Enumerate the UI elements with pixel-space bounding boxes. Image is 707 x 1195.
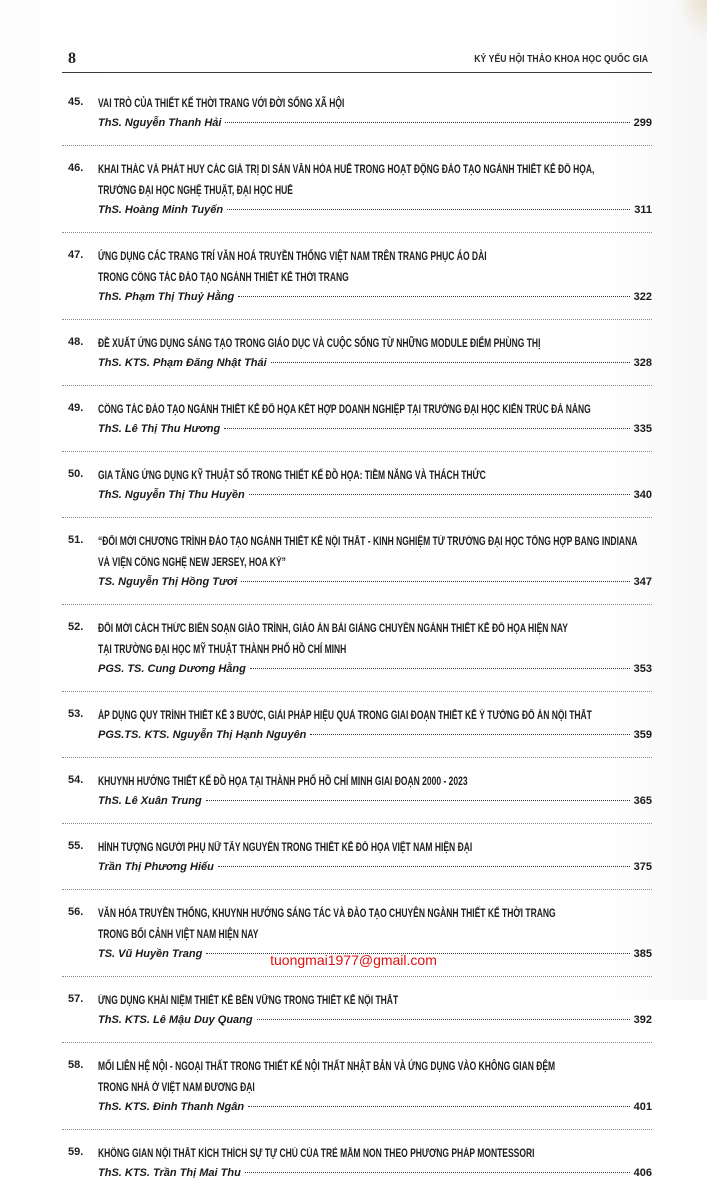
toc-entry-title: ĐỀ XUẤT ỨNG DỤNG SÁNG TẠO TRONG GIÁO DỤC VÀ CUỘC SỐNG TỪ NHỮNG MODULE ĐIỂM PHÙNG THỊ <box>98 338 541 350</box>
toc-entry-author: ThS. KTS. Lê Mậu Duy Quang <box>98 1014 253 1026</box>
toc-entry <box>62 452 652 518</box>
toc-entry-number: 50. <box>68 468 84 480</box>
toc-entry-author: PGS. TS. Cung Dương Hằng <box>98 663 246 675</box>
toc-entry <box>62 146 652 233</box>
page-number: 8 <box>68 50 76 67</box>
toc-entry-title: KHUYNH HƯỚNG THIẾT KẾ ĐỒ HỌA TẠI THÀNH PHỐ HỒ CHÍ MINH GIAI ĐOẠN 2000 - 2023 <box>98 776 468 788</box>
toc-entry-author: ThS. Hoàng Minh Tuyến <box>98 204 224 216</box>
toc-entry-author-line <box>98 489 652 509</box>
toc-entry-number: 46. <box>68 162 84 174</box>
toc-entry <box>62 977 652 1043</box>
toc-entry-title: MỐI LIÊN HỆ NỘI - NGOẠI THẤT TRONG THIẾT KẾ NỘI THẤT NHẬT BẢN VÀ ỨNG DỤNG VÀO KHÔNG GIAN ĐỆM <box>98 1061 556 1073</box>
toc-entry-number: 45. <box>68 96 84 108</box>
toc-entry-page: 406 <box>633 1167 652 1179</box>
toc-entry-author: ThS. KTS. Phạm Đăng Nhật Thái <box>98 357 267 369</box>
toc-entry <box>62 605 652 692</box>
toc-entry-author: ThS. KTS. Trần Thị Mai Thu <box>98 1167 241 1179</box>
toc-entry-page: 328 <box>633 357 652 369</box>
toc-entry-author: Trần Thị Phương Hiếu <box>98 861 214 873</box>
table-of-contents <box>62 80 652 1195</box>
toc-entry-author-line <box>98 663 652 683</box>
toc-entry-author-line <box>98 117 652 137</box>
toc-entry-page: 340 <box>633 489 652 501</box>
toc-entry <box>62 80 652 146</box>
dot-leader <box>206 800 630 801</box>
toc-entry-number: 58. <box>68 1059 84 1071</box>
toc-entry-number: 57. <box>68 993 84 1005</box>
toc-entry-title: VAI TRÒ CỦA THIẾT KẾ THỜI TRANG VỚI ĐỜI SỐNG XÃ HỘI <box>98 98 345 110</box>
dot-leader <box>257 1019 630 1020</box>
dot-leader <box>225 122 629 123</box>
toc-entry <box>62 518 652 605</box>
toc-entry-author: TS. Vũ Huyền Trang <box>98 948 203 960</box>
toc-entry <box>62 386 652 452</box>
toc-entry-page: 353 <box>633 663 652 675</box>
toc-entry-title: TẠI TRƯỜNG ĐẠI HỌC MỸ THUẬT THÀNH PHỐ HỒ CHÍ MINH <box>98 644 347 656</box>
toc-entry-title: KHÔNG GIAN NỘI THẤT KÍCH THÍCH SỰ TỰ CHỦ CỦA TRẺ MẦM NON THEO PHƯƠNG PHÁP MONTESSORI <box>98 1148 535 1160</box>
dot-leader <box>245 1172 630 1173</box>
toc-entry <box>62 758 652 824</box>
dot-leader <box>227 209 630 210</box>
toc-entry-author-line <box>98 861 652 881</box>
toc-entry-author: ThS. Nguyễn Thị Thu Huyền <box>98 489 245 501</box>
toc-entry-title: TRONG BỐI CẢNH VIỆT NAM HIỆN NAY <box>98 929 259 941</box>
toc-entry-title: TRONG CÔNG TÁC ĐÀO TẠO NGÀNH THIẾT KẾ THỜI TRANG <box>98 272 349 284</box>
dot-leader <box>310 734 629 735</box>
toc-entry-author-line <box>98 1101 652 1121</box>
toc-entry-title: ỨNG DỤNG CÁC TRANG TRÍ VĂN HOÁ TRUYỀN THỐNG VIỆT NAM TRÊN TRANG PHỤC ÁO DÀI <box>98 251 487 263</box>
toc-entry <box>62 692 652 758</box>
toc-entry-number: 56. <box>68 906 84 918</box>
toc-entry-title: GIA TĂNG ỨNG DỤNG KỸ THUẬT SỐ TRONG THIẾT KẾ ĐỒ HỌA: TIỀM NĂNG VÀ THÁCH THỨC <box>98 470 486 482</box>
dot-leader <box>224 428 629 429</box>
page-corner-shadow <box>677 0 707 40</box>
toc-entry-author-line <box>98 1167 652 1187</box>
dot-leader <box>238 296 629 297</box>
toc-entry-page: 392 <box>633 1014 652 1026</box>
toc-entry-page: 322 <box>633 291 652 303</box>
toc-entry-author-line <box>98 423 652 443</box>
toc-entry-author-line <box>98 291 652 311</box>
toc-entry-title: VĂN HÓA TRUYỀN THỐNG, KHUYNH HƯỚNG SÁNG TÁC VÀ ĐÀO TẠO CHUYÊN NGÀNH THIẾT KẾ THỜI TRANG <box>98 908 556 920</box>
toc-entry-author-line <box>98 1014 652 1034</box>
toc-entry-page: 359 <box>633 729 652 741</box>
toc-entry-author-line <box>98 204 652 224</box>
toc-entry-number: 48. <box>68 336 84 348</box>
page-header <box>62 46 652 73</box>
toc-entry-number: 59. <box>68 1146 84 1158</box>
toc-entry-author: ThS. Nguyễn Thanh Hải <box>98 117 222 129</box>
toc-entry-number: 55. <box>68 840 84 852</box>
running-head: KỶ YẾU HỘI THẢO KHOA HỌC QUỐC GIA <box>474 53 648 65</box>
toc-entry-title: TRƯỜNG ĐẠI HỌC NGHỆ THUẬT, ĐẠI HỌC HUẾ <box>98 185 293 197</box>
toc-entry-title: HÌNH TƯỢNG NGƯỜI PHỤ NỮ TÂY NGUYÊN TRONG THIẾT KẾ ĐỒ HỌA VIỆT NAM HIỆN ĐẠI <box>98 842 473 854</box>
dot-leader <box>249 494 630 495</box>
toc-entry-author-line <box>98 357 652 377</box>
toc-entry-title: CÔNG TÁC ĐÀO TẠO NGÀNH THIẾT KẾ ĐỒ HỌA KẾT HỢP DOANH NGHIỆP TẠI TRƯỜNG ĐẠI HỌC KIẾN TRÚC ĐÀ NẴNG <box>98 404 591 416</box>
toc-entry-number: 54. <box>68 774 84 786</box>
dot-leader <box>218 866 630 867</box>
toc-entry-author: ThS. Lê Thị Thu Hương <box>98 423 221 435</box>
dot-leader <box>250 668 630 669</box>
toc-entry <box>62 320 652 386</box>
toc-entry-title: VÀ VIỆN CÔNG NGHỆ NEW JERSEY, HOA KỲ” <box>98 557 286 569</box>
toc-entry-author: ThS. Phạm Thị Thuỷ Hằng <box>98 291 235 303</box>
toc-entry-title: TRONG NHÀ Ở VIỆT NAM ĐƯƠNG ĐẠI <box>98 1082 255 1094</box>
toc-entry-page: 335 <box>633 423 652 435</box>
toc-entry-title: ỨNG DỤNG KHÁI NIỆM THIẾT KẾ BỀN VỮNG TRONG THIẾT KẾ NỘI THẤT <box>98 995 399 1007</box>
toc-entry-author: ThS. Lê Xuân Trung <box>98 795 202 807</box>
toc-entry-page: 365 <box>633 795 652 807</box>
toc-entry-title: ÁP DỤNG QUY TRÌNH THIẾT KẾ 3 BƯỚC, GIẢI PHÁP HIỆU QUẢ TRONG GIAI ĐOẠN THIẾT KẾ Ý TƯỞNG ĐỒ ÁN NỘI THẤT <box>98 710 592 722</box>
toc-entry-page: 385 <box>633 948 652 960</box>
toc-entry-author: TS. Nguyễn Thị Hồng Tươi <box>98 576 238 588</box>
toc-entry <box>62 1043 652 1130</box>
toc-entry-author-line <box>98 795 652 815</box>
dot-leader <box>271 362 630 363</box>
toc-entry-page: 299 <box>633 117 652 129</box>
toc-entry-author: ThS. KTS. Đinh Thanh Ngân <box>98 1101 245 1113</box>
toc-entry <box>62 1130 652 1195</box>
toc-entry-number: 51. <box>68 534 84 546</box>
footer-email[interactable]: tuongmai1977@gmail.com <box>270 952 437 968</box>
toc-entry <box>62 233 652 320</box>
toc-entry-number: 47. <box>68 249 84 261</box>
toc-entry-page: 401 <box>633 1101 652 1113</box>
dot-leader <box>241 581 629 582</box>
toc-entry-number: 53. <box>68 708 84 720</box>
toc-entry-page: 375 <box>633 861 652 873</box>
toc-entry-author: PGS.TS. KTS. Nguyễn Thị Hạnh Nguyên <box>98 729 307 741</box>
toc-entry-title: KHAI THÁC VÀ PHÁT HUY CÁC GIÁ TRỊ DI SẢN VĂN HÓA HUẾ TRONG HOẠT ĐỘNG ĐÀO TẠO NGÀNH THIẾT KẾ ĐỒ HỌA, <box>98 164 595 176</box>
dot-leader <box>248 1106 630 1107</box>
toc-entry-title: “ĐỔI MỚI CHƯƠNG TRÌNH ĐÀO TẠO NGÀNH THIẾT KẾ NỘI THẤT - KINH NGHIỆM TỪ TRƯỜNG ĐẠI HỌC TỔNG HỢP BANG INDIANA <box>98 536 638 548</box>
toc-entry-author-line <box>98 576 652 596</box>
toc-entry-number: 52. <box>68 621 84 633</box>
toc-entry-title: ĐỔI MỚI CÁCH THỨC BIÊN SOẠN GIÁO TRÌNH, GIÁO ÁN BÀI GIẢNG CHUYÊN NGÀNH THIẾT KẾ ĐỒ HỌA HIỆN NAY <box>98 623 568 635</box>
toc-entry <box>62 824 652 890</box>
toc-entry-page: 347 <box>633 576 652 588</box>
toc-entry-number: 49. <box>68 402 84 414</box>
toc-entry-author-line <box>98 729 652 749</box>
toc-entry-page: 311 <box>634 204 652 216</box>
